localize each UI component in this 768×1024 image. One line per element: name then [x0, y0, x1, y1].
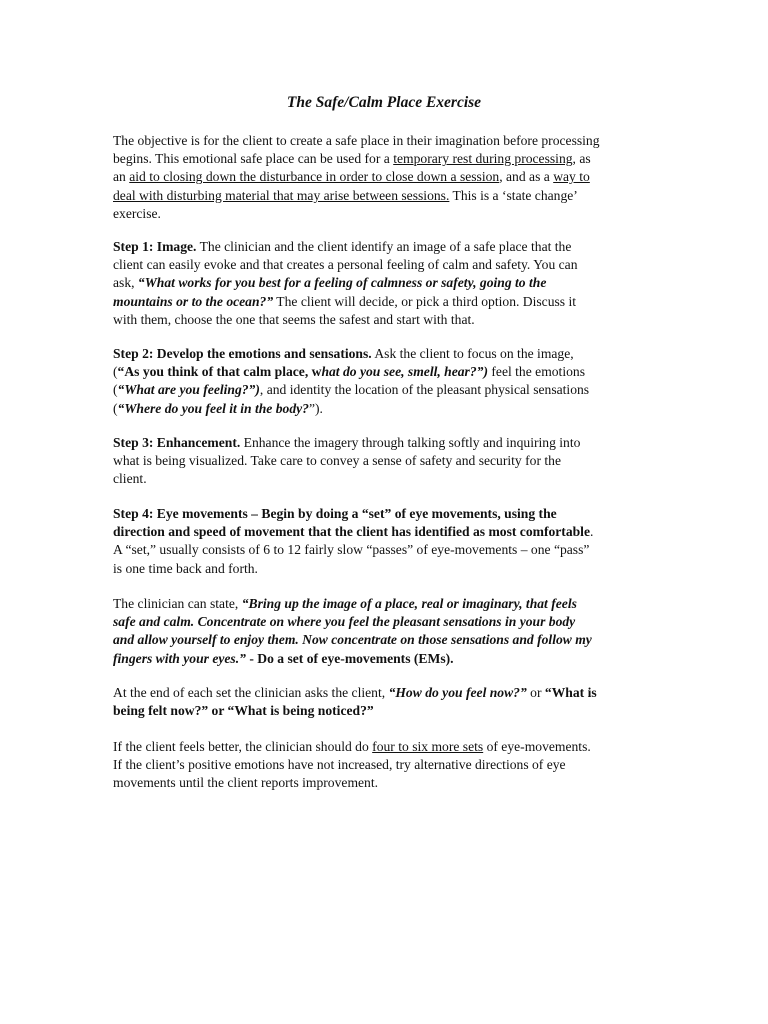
aid-closing-phrase: aid to closing down the disturbance in order to close down a session: [129, 169, 500, 185]
intro-paragraph: [113, 132, 653, 223]
temporary-rest-phrase: temporary rest during processing: [393, 151, 573, 167]
end-of-set-paragraph: At the end of each set the clinician asks the client, “How do you feel now?” or “What is being felt now?” or “What is being noticed?”: [113, 685, 597, 719]
step-3-paragraph: Step 3: Enhancement. Enhance the imagery through talking softly and inquiring into what is being visualized. Take care to convey a sense of safety and security for the client.: [113, 435, 581, 487]
step-1-label: Step 1: Image.: [113, 239, 197, 254]
disturbing-material-phrase: deal with disturbing material that may arise between sessions.: [113, 187, 450, 203]
clinician-script-paragraph: The clinician can state, “Bring up the image of a place, real or imaginary, that feels safe and calm. Concentrate on where you feel the pleasant sensations in your body and allow yourself to enjoy them. Now concentrate on those sensations and follow my fingers with your eyes.” - Do a set of eye-movements (EMs).: [113, 596, 592, 666]
step-1-question: “What works for you best for a feeling of calmness or safety, going to the: [137, 275, 547, 291]
document-title: The Safe/Calm Place Exercise: [286, 94, 482, 111]
intro-line-5: exercise.: [113, 205, 161, 221]
step-1-paragraph: Step 1: Image. The clinician and the client identify an image of a safe place that the client can easily evoke and that creates a personal feeling of calm and safety. You can ask, “What works for you best for a feeling of calmness or safety, going to the mountains or to the ocean?” The client will decide, or pick a third option. Discuss it with them, choose the one that seems the safest and start with that.: [113, 239, 578, 327]
intro-line-4: deal with disturbing material that may arise between sessions. This is a ‘state change’: [113, 187, 578, 203]
closing-paragraph: If the client feels better, the clinician should do four to six more sets of eye-movements. If the client’s positive emotions have not increased, try alternative directions of eye movements until the client reports improvement.: [113, 739, 591, 791]
step-4-heading: Step 4: Eye movements – Begin by doing a “set” of eye movements, using the: [113, 506, 557, 521]
four-to-six-sets-phrase: four to six more sets: [372, 739, 484, 754]
intro-line-1: The objective is for the client to create a safe place in their imagination before processing: [113, 133, 600, 148]
intro-line-3: an aid to closing down the disturbance in order to close down a session, and as a way to: [113, 169, 590, 185]
step-4-paragraph: Step 4: Eye movements – Begin by doing a “set” of eye movements, using the direction and speed of movement that the client has identified as most comfortable. A “set,” usually consists of 6 to 12 fairly slow “passes” of eye-movements – one “pass” is one time back and forth.: [113, 505, 653, 578]
intro-line-2: begins. This emotional safe place can be used for a temporary rest during processing, as: [113, 151, 591, 167]
step-2-line-4: (“Where do you feel it in the body?”).: [113, 400, 323, 416]
step-2-paragraph: Step 2: Develop the emotions and sensations. Ask the client to focus on the image, (“As you think of that calm place, what do you see, smell, hear?”) feel the emotions (“What are you feeling?”), and identity the location of the pleasant physical sensations (“Where do you feel it in the body?”).: [113, 345, 653, 418]
step-2-label: Step 2: Develop the emotions and sensations.: [113, 346, 372, 361]
step-3-label: Step 3: Enhancement.: [113, 435, 241, 450]
